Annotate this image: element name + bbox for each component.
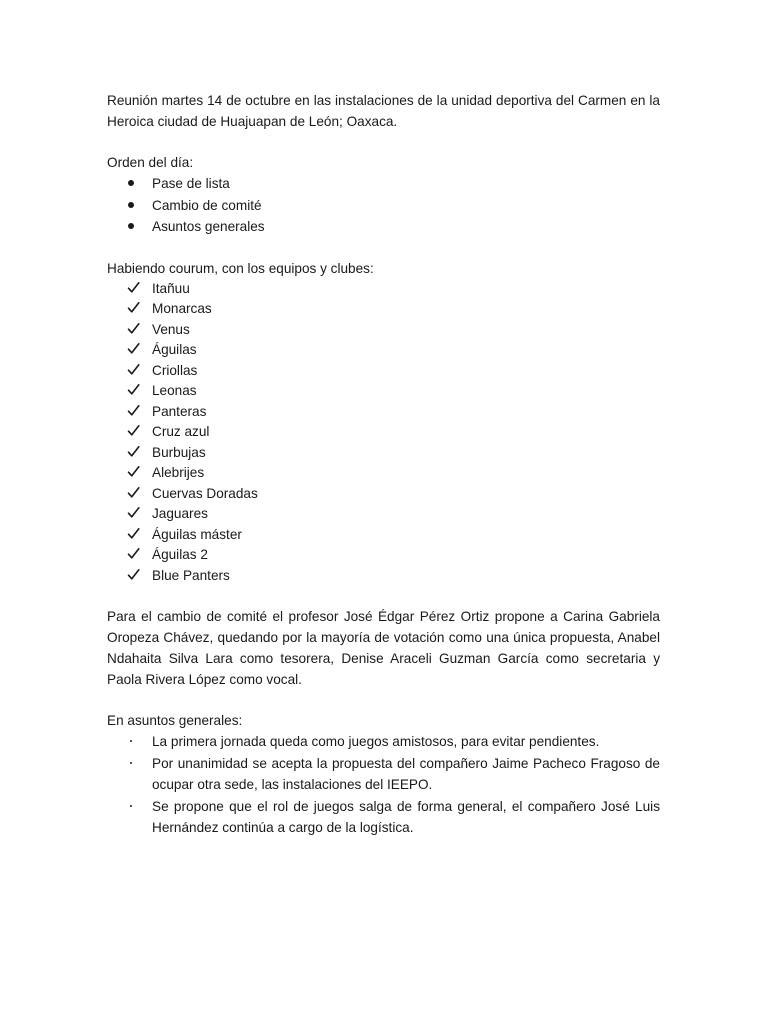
agenda-item-label: Pase de lista <box>152 176 230 191</box>
team-item <box>107 504 660 525</box>
bullet-icon <box>107 216 152 236</box>
team-item <box>107 545 660 566</box>
document-page <box>107 90 660 839</box>
team-item <box>107 340 660 361</box>
team-name: Cruz azul <box>152 424 210 439</box>
team-name: Venus <box>152 321 190 337</box>
general-item-text: Por unanimidad se acepta la propuesta del compañero Jaime Pacheco Fragoso de ocupar otra sede, las instalaciones del IEEPO. <box>152 755 660 792</box>
general-item <box>107 731 660 753</box>
general-item <box>107 796 660 839</box>
team-item <box>107 463 660 484</box>
checkmark-icon <box>107 525 152 545</box>
team-item <box>107 299 660 320</box>
team-name: Jaguares <box>152 506 208 521</box>
team-item <box>107 402 660 423</box>
checkmark-icon <box>107 504 152 524</box>
team-item <box>107 320 660 341</box>
team-item <box>107 279 660 300</box>
quorum-heading: Habiendo courum, con los equipos y clubes: <box>107 260 374 276</box>
agenda-item <box>107 195 660 217</box>
team-name: Burbujas <box>152 444 206 460</box>
team-item <box>107 566 660 587</box>
checkmark-icon <box>107 279 152 299</box>
committee-paragraph: Para el cambio de comité el profesor José Édgar Pérez Ortiz propone a Carina Gabriela Oropeza Chávez, quedando por la mayoría de votación como una única propuesta, Anabel Ndahaita Silva Lara como tesorera, Denise Araceli Guzman García como secretaria y Paola Rivera López como vocal. <box>107 609 660 687</box>
agenda-list <box>107 173 660 238</box>
checkmark-icon <box>107 484 152 504</box>
general-list <box>107 731 660 839</box>
team-name: Panteras <box>152 403 207 419</box>
team-name: Monarcas <box>152 301 212 316</box>
intro-paragraph: Reunión martes 14 de octubre en las instalaciones de la unidad deportiva del Carmen en la Heroica ciudad de Huajuapan de León; Oaxaca. <box>107 93 660 129</box>
checkmark-icon <box>107 299 152 319</box>
bullet-icon <box>107 173 152 193</box>
checkmark-icon <box>107 545 152 565</box>
checkmark-icon <box>107 340 152 360</box>
bullet-icon <box>107 195 152 215</box>
teams-list <box>107 279 660 587</box>
general-item-text: Se propone que el rol de juegos salga de forma general, el compañero José Luis Hernández continúa a cargo de la logística. <box>152 798 660 835</box>
team-name: Leonas <box>152 383 197 398</box>
team-item <box>107 381 660 402</box>
checkmark-icon <box>107 443 152 463</box>
checkmark-icon <box>107 320 152 340</box>
team-name: Itañuu <box>152 280 190 296</box>
team-name: Águilas 2 <box>152 547 208 562</box>
checkmark-icon <box>107 402 152 422</box>
team-name: Águilas máster <box>152 526 242 542</box>
checkmark-icon <box>107 361 152 381</box>
small-dot-icon <box>107 731 152 751</box>
checkmark-icon <box>107 422 152 442</box>
checkmark-icon <box>107 463 152 483</box>
team-name: Blue Panters <box>152 567 230 583</box>
small-dot-icon <box>107 796 152 816</box>
agenda-item <box>107 173 660 195</box>
small-dot-icon <box>107 753 152 773</box>
general-item-text: La primera jornada queda como juegos amistosos, para evitar pendientes. <box>152 734 600 749</box>
team-name: Alebrijes <box>152 465 205 480</box>
agenda-item-label: Cambio de comité <box>152 197 262 213</box>
team-item <box>107 361 660 382</box>
team-item <box>107 484 660 505</box>
agenda-item-label: Asuntos generales <box>152 219 265 234</box>
general-heading: En asuntos generales: <box>107 713 243 728</box>
team-item <box>107 422 660 443</box>
agenda-heading: Orden del día: <box>107 155 194 170</box>
checkmark-icon <box>107 381 152 401</box>
agenda-item <box>107 216 660 238</box>
team-name: Cuervas Doradas <box>152 485 258 501</box>
team-item <box>107 525 660 546</box>
team-item <box>107 443 660 464</box>
team-name: Criollas <box>152 362 198 378</box>
checkmark-icon <box>107 566 152 586</box>
general-item <box>107 753 660 796</box>
team-name: Águilas <box>152 342 197 357</box>
